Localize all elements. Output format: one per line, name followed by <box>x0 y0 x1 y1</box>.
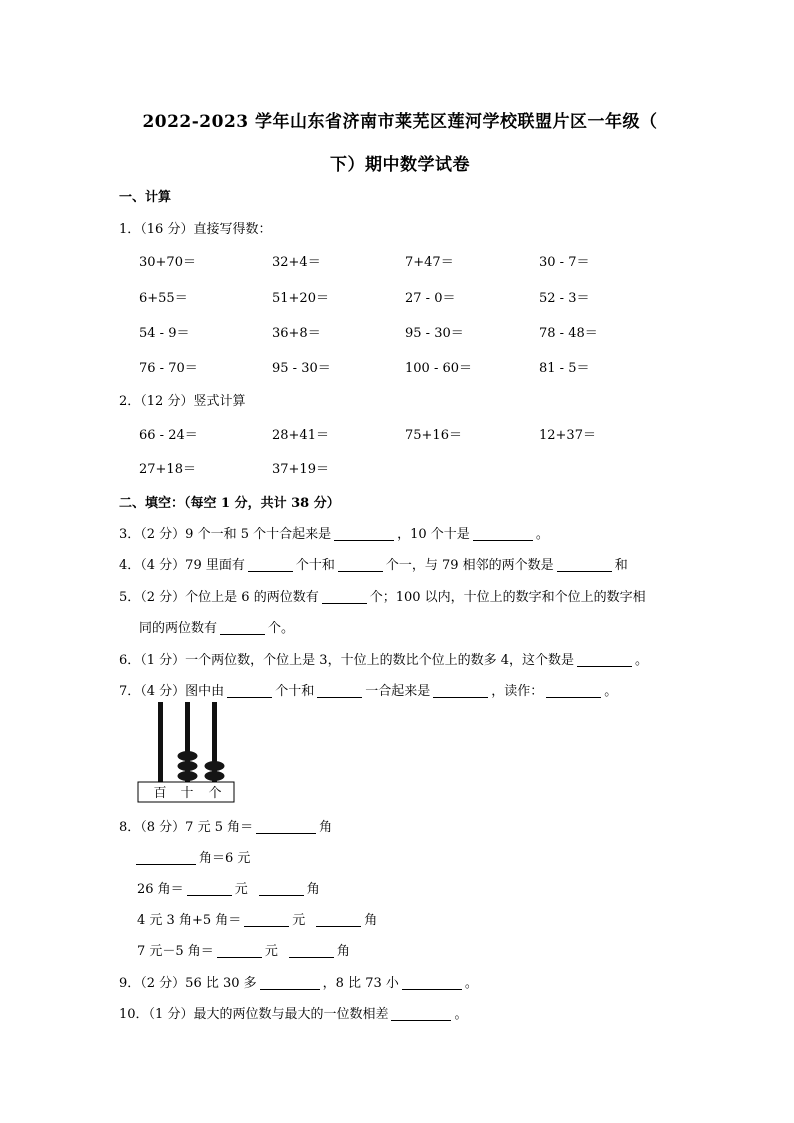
q2-item: 12+37＝ <box>539 428 596 443</box>
q3-text-3: 。 <box>535 527 549 542</box>
answer-blank[interactable] <box>546 683 601 698</box>
q9-text-3: 。 <box>464 976 478 991</box>
answer-blank[interactable] <box>577 652 632 667</box>
answer-blank[interactable] <box>136 850 196 865</box>
q1-item: 27 - 0＝ <box>405 291 456 306</box>
q2-item: 28+41＝ <box>272 428 329 443</box>
question-10 <box>119 1003 467 1022</box>
question-8 <box>119 816 332 835</box>
abacus-bead <box>205 771 225 781</box>
q2-item: 66 - 24＝ <box>139 428 198 443</box>
answer-blank[interactable] <box>402 975 462 990</box>
q8-text-11: 元 <box>264 944 278 959</box>
q1-item: 95 - 30＝ <box>272 361 331 376</box>
abacus-bead <box>178 761 198 771</box>
question-4 <box>119 554 628 573</box>
q3-text-1: 3．（2 分）9 个一和 5 个十合起来是 <box>119 527 332 542</box>
q1-item: 7+47＝ <box>405 255 454 270</box>
answer-blank[interactable] <box>557 557 612 572</box>
question-9 <box>119 972 478 991</box>
answer-blank[interactable] <box>259 881 304 896</box>
answer-blank[interactable] <box>433 683 488 698</box>
question-8-line-4 <box>137 909 377 928</box>
q4-text-4: 和 <box>614 558 628 573</box>
q8-text-5: 元 <box>234 882 248 897</box>
q8-text-12: 角 <box>336 944 350 959</box>
question-6 <box>119 649 648 668</box>
q8-text-7: 4 元 3 角+5 角＝ <box>137 913 242 928</box>
q1-item: 100 - 60＝ <box>405 361 473 376</box>
question-5 <box>119 586 646 605</box>
q8-text-4: 26 角＝ <box>137 882 184 897</box>
q1-item: 54 - 9＝ <box>139 326 190 341</box>
answer-blank[interactable] <box>227 683 272 698</box>
q5-text-4: 个。 <box>268 621 295 636</box>
q10-text-1: 10．（1 分）最大的两位数与最大的一位数相差 <box>119 1007 389 1022</box>
q1-item: 30 - 7＝ <box>539 255 590 270</box>
q9-text-1: 9．（2 分）56 比 30 多 <box>119 976 257 991</box>
question-8-line-2 <box>136 847 250 866</box>
title-line-2: 下）期中数学试卷 <box>330 155 470 175</box>
answer-blank[interactable] <box>338 557 383 572</box>
q4-text-3: 个一，与 79 相邻的两个数是 <box>385 558 554 573</box>
q1-item: 6+55＝ <box>139 291 188 306</box>
abacus-label-ones: 个 <box>208 786 222 801</box>
question-8-line-5 <box>137 940 350 959</box>
q7-text-2: 个十和 <box>275 684 315 699</box>
q5-text-1: 5．（2 分）个位上是 6 的两位数有 <box>119 590 319 605</box>
q1-item: 30+70＝ <box>139 255 196 270</box>
q6-text-2: 。 <box>634 653 648 668</box>
q2-item: 37+19＝ <box>272 462 329 477</box>
q8-text-6: 角 <box>306 882 320 897</box>
q8-text-8: 元 <box>292 913 306 928</box>
q4-text-1: 4．（4 分）79 里面有 <box>119 558 245 573</box>
abacus-beads <box>178 751 225 781</box>
q5-text-3: 同的两位数有 <box>139 621 218 636</box>
q1-item: 81 - 5＝ <box>539 361 590 376</box>
q1-item: 32+4＝ <box>272 255 321 270</box>
q3-text-2: ，10 个十是 <box>397 527 470 542</box>
q8-text-3: 角＝6 元 <box>199 851 251 866</box>
answer-blank[interactable] <box>334 526 394 541</box>
q7-text-3: 一合起来是 <box>365 684 431 699</box>
title-line-1: 2022-2023 学年山东省济南市莱芜区莲河学校联盟片区一年级（ <box>142 112 658 132</box>
answer-blank[interactable] <box>316 912 361 927</box>
q7-text-4: ，读作： <box>491 684 544 699</box>
answer-blank[interactable] <box>317 683 362 698</box>
answer-blank[interactable] <box>289 943 334 958</box>
q8-text-2: 角 <box>319 820 333 835</box>
answer-blank[interactable] <box>220 620 265 635</box>
answer-blank[interactable] <box>217 943 262 958</box>
q1-item: 78 - 48＝ <box>539 326 598 341</box>
abacus-bead <box>178 751 198 761</box>
answer-blank[interactable] <box>248 557 293 572</box>
section-1-heading: 一、计算 <box>119 190 172 205</box>
abacus-rod-hundreds <box>158 702 163 782</box>
answer-blank[interactable] <box>244 912 289 927</box>
abacus-label-tens: 十 <box>180 786 194 801</box>
q2-label: 2．（12 分）竖式计算 <box>119 394 246 409</box>
q4-text-2: 个十和 <box>295 558 335 573</box>
section-2-heading: 二、填空：（每空 1 分，共计 38 分） <box>119 496 340 511</box>
abacus-bead <box>178 771 198 781</box>
abacus-figure <box>137 700 237 804</box>
q1-item: 95 - 30＝ <box>405 326 464 341</box>
q1-label: 1．（16 分）直接写得数： <box>119 222 272 237</box>
q2-item: 27+18＝ <box>139 462 196 477</box>
q1-item: 51+20＝ <box>272 291 329 306</box>
question-5-continued <box>139 617 294 636</box>
answer-blank[interactable] <box>260 975 320 990</box>
abacus-bead <box>205 761 225 771</box>
answer-blank[interactable] <box>187 881 232 896</box>
q7-text-5: 。 <box>604 684 618 699</box>
answer-blank[interactable] <box>256 819 316 834</box>
q8-text-10: 7 元－5 角＝ <box>137 944 214 959</box>
q10-text-2: 。 <box>454 1007 468 1022</box>
question-3 <box>119 523 549 542</box>
q5-text-2: 个；100 以内，十位上的数字和个位上的数字相 <box>369 590 646 605</box>
q8-text-9: 角 <box>364 913 378 928</box>
q1-item: 52 - 3＝ <box>539 291 590 306</box>
q1-item: 76 - 70＝ <box>139 361 198 376</box>
q8-text-1: 8．（8 分）7 元 5 角＝ <box>119 820 254 835</box>
answer-blank[interactable] <box>473 526 533 541</box>
q6-text-1: 6．（1 分）一个两位数，个位上是 3，十位上的数比个位上的数多 4，这个数是 <box>119 653 574 668</box>
answer-blank[interactable] <box>322 589 367 604</box>
q7-text-1: 7．（4 分）图中由 <box>119 684 225 699</box>
question-7 <box>119 680 617 699</box>
q1-item: 36+8＝ <box>272 326 321 341</box>
q9-text-2: ，8 比 73 小 <box>322 976 399 991</box>
answer-blank[interactable] <box>391 1006 451 1021</box>
abacus-label-hundreds: 百 <box>153 786 167 801</box>
q2-item: 75+16＝ <box>405 428 462 443</box>
question-8-line-3 <box>137 878 320 897</box>
